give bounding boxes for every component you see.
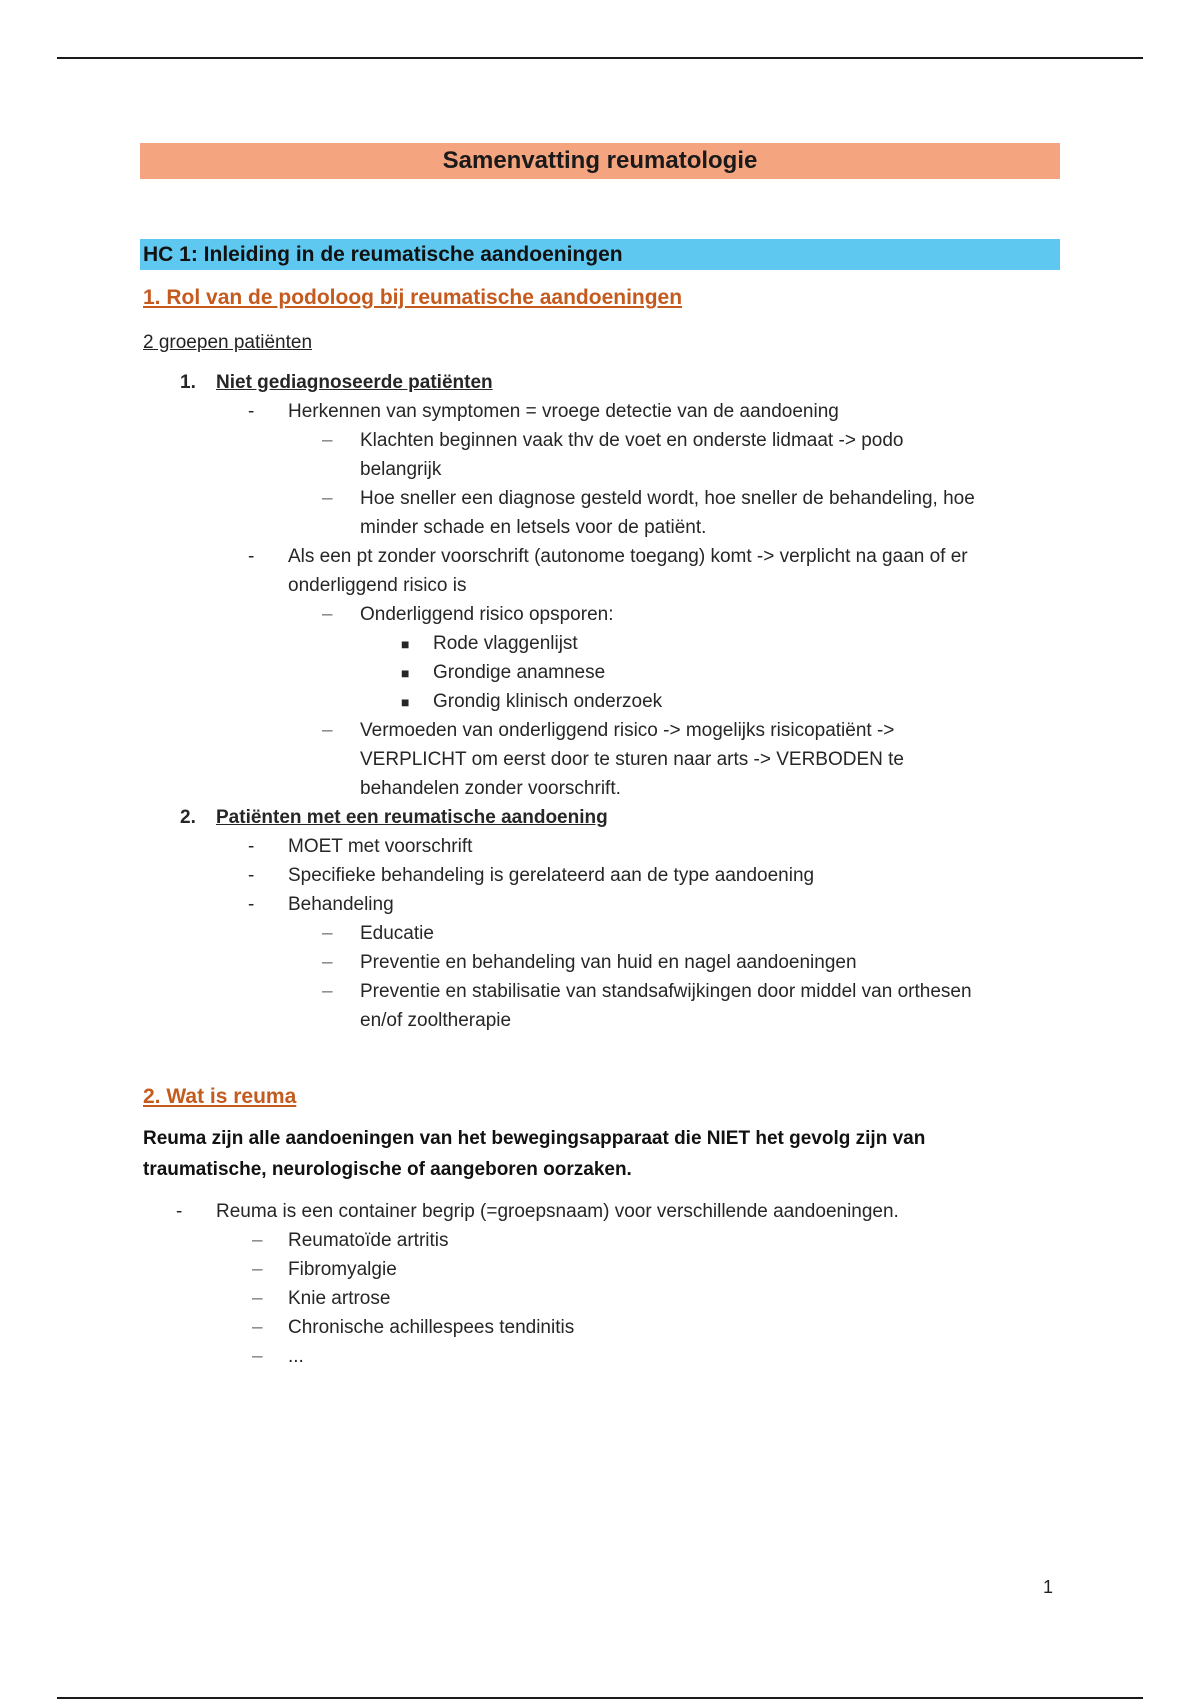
list-item: – Onderliggend risico opsporen:	[322, 604, 614, 625]
document-page	[140, 143, 1060, 1371]
section-2-heading: 2. Wat is reuma	[143, 1085, 297, 1108]
reuma-definition: Reuma zijn alle aandoeningen van het bewegingsapparaat die NIET het gevolg zijn van traumatische, neurologische of aangeboren oorzaken.	[143, 1128, 926, 1180]
footer-rule	[57, 1697, 1143, 1699]
list-item: – Knie artrose	[252, 1288, 391, 1309]
group-1-heading	[180, 368, 1060, 397]
group-1-label: Niet gediagnoseerde patiënten	[216, 372, 493, 393]
list-item: – Preventie en behandeling van huid en nagel aandoeningen	[322, 952, 857, 973]
list-item: – Reumatoïde artritis	[252, 1230, 449, 1251]
list-item: - Specifieke behandeling is gerelateerd aan de type aandoening	[248, 865, 815, 886]
hc-heading: HC 1: Inleiding in de reumatische aandoeningen	[140, 239, 1060, 270]
bullet-item: ■ Grondig klinisch onderzoek	[433, 687, 1060, 716]
document-title: Samenvatting reumatologie	[140, 143, 1060, 179]
list-item: - Reuma is een container begrip (=groepsnaam) voor verschillende aandoeningen.	[176, 1201, 899, 1222]
group-2-heading	[180, 803, 1060, 832]
list-item: - Herkennen van symptomen = vroege detectie van de aandoening	[248, 401, 839, 422]
list-item: – Fibromyalgie	[252, 1259, 397, 1280]
list-item: – Preventie en stabilisatie van standsafwijkingen door middel van orthesen en/of zooltherapie	[322, 981, 972, 1031]
page-number: 1	[1043, 1577, 1054, 1597]
list-item: – Vermoeden van onderliggend risico -> mogelijks risicopatiënt -> VERPLICHT om eerst door te sturen naar arts -> VERBODEN te behandelen zonder voorschrift.	[322, 720, 904, 799]
list-item: - Behandeling	[248, 894, 394, 915]
list-item: – Chronische achillespees tendinitis	[252, 1317, 575, 1338]
list-item: - Als een pt zonder voorschrift (autonome toegang) komt -> verplicht na gaan of er onderliggend risico is	[248, 546, 968, 596]
bullet-item: ■ Rode vlaggenlijst	[433, 629, 1060, 658]
list-item: – Klachten beginnen vaak thv de voet en onderste lidmaat -> podo belangrijk	[322, 430, 904, 480]
list-item: – Hoe sneller een diagnose gesteld wordt, hoe sneller de behandeling, hoe minder schade en letsels voor de patiënt.	[322, 488, 975, 538]
header-rule	[57, 57, 1143, 59]
list-item: - MOET met voorschrift	[248, 836, 473, 857]
group-1-number: 1.	[180, 372, 196, 393]
square-bullet-icon: ■	[401, 636, 410, 652]
square-bullet-icon: ■	[401, 694, 410, 710]
bullet-item: ■ Grondige anamnese	[433, 658, 1060, 687]
list-item: – ...	[252, 1346, 304, 1367]
list-item: – Educatie	[322, 923, 434, 944]
square-bullet-icon: ■	[401, 665, 410, 681]
patient-groups-subheading: 2 groepen patiënten	[143, 332, 313, 353]
group-2-label: Patiënten met een reumatische aandoening	[216, 807, 608, 828]
group-2-number: 2.	[180, 807, 196, 828]
section-1-heading: 1. Rol van de podoloog bij reumatische aandoeningen	[143, 286, 683, 309]
